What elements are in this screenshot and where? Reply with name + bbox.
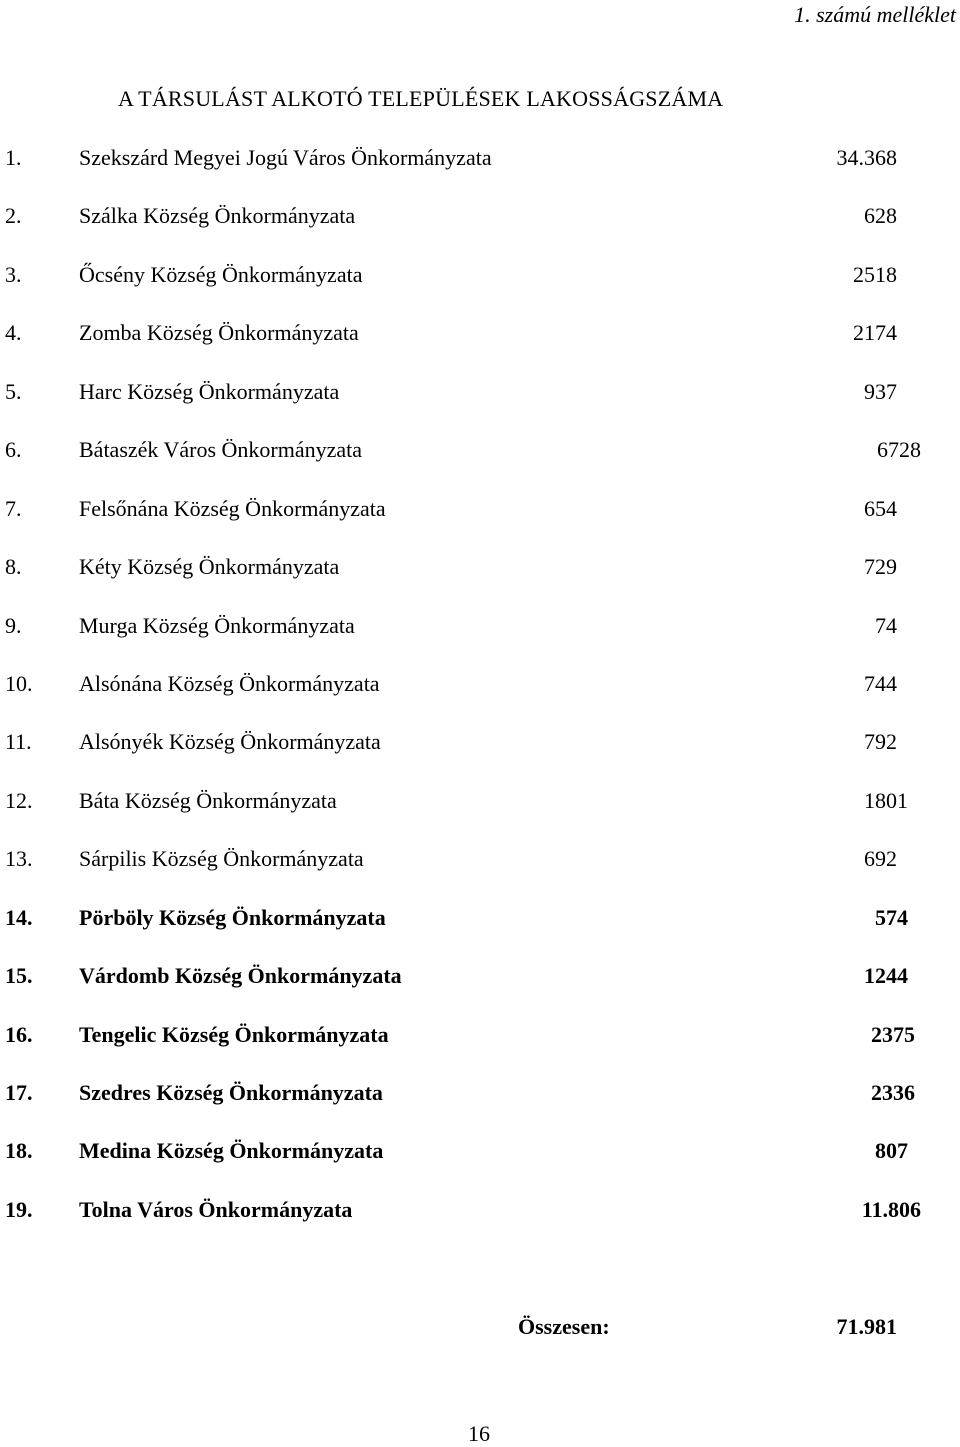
municipality-name: Várdomb Község Önkormányzata <box>79 963 402 989</box>
municipality-name: Szekszárd Megyei Jogú Város Önkormányzata <box>79 145 492 170</box>
population-value: 1244 <box>864 963 908 989</box>
population-value: 74 <box>875 612 897 638</box>
population-value: 2375 <box>871 1021 915 1047</box>
population-value: 937 <box>864 378 897 404</box>
row-number: 5. <box>5 378 22 404</box>
annex-label: 1. számú melléklet <box>794 2 956 27</box>
list-item <box>0 613 960 671</box>
population-value: 729 <box>864 554 897 580</box>
population-value: 628 <box>864 203 897 229</box>
list-item <box>0 554 960 612</box>
list-item <box>0 262 960 320</box>
list-item <box>0 1138 960 1196</box>
population-value: 1801 <box>864 787 908 813</box>
municipality-name: Pörböly Község Önkormányzata <box>79 904 386 930</box>
municipality-name: Őcsény Község Önkormányzata <box>79 261 363 287</box>
municipality-name: Murga Község Önkormányzata <box>79 612 355 638</box>
municipality-name: Szálka Község Önkormányzata <box>79 203 356 229</box>
row-number: 17. <box>5 1080 33 1105</box>
list-item <box>0 963 960 1021</box>
population-value: 654 <box>864 495 897 521</box>
list-item <box>0 145 960 203</box>
population-value: 2174 <box>853 320 897 346</box>
list-item <box>0 437 960 495</box>
municipality-name: Sárpilis Község Önkormányzata <box>79 846 364 872</box>
row-number: 14. <box>5 904 33 930</box>
list-item <box>0 788 960 846</box>
total-value: 71.981 <box>836 1314 897 1339</box>
municipality-name: Medina Község Önkormányzata <box>79 1138 384 1164</box>
row-number: 7. <box>5 495 22 521</box>
list-item <box>0 203 960 261</box>
row-number: 2. <box>5 203 22 229</box>
municipality-name: Báta Község Önkormányzata <box>79 787 337 813</box>
municipality-name: Tolna Város Önkormányzata <box>79 1196 353 1222</box>
municipality-name: Szedres Község Önkormányzata <box>79 1080 383 1105</box>
row-number: 10. <box>5 670 33 696</box>
population-value: 11.806 <box>861 1196 921 1222</box>
population-list <box>0 145 960 1255</box>
list-item <box>0 846 960 904</box>
row-number: 16. <box>5 1021 33 1047</box>
population-value: 6728 <box>877 437 921 463</box>
municipality-name: Bátaszék Város Önkormányzata <box>79 437 363 463</box>
population-value: 574 <box>875 904 908 930</box>
row-number: 6. <box>5 437 22 463</box>
page-number: 16 <box>468 1421 490 1446</box>
row-number: 9. <box>5 612 22 638</box>
row-number: 4. <box>5 320 22 346</box>
population-value: 2336 <box>871 1080 915 1105</box>
municipality-name: Kéty Község Önkormányzata <box>79 554 340 580</box>
population-value: 692 <box>864 846 897 872</box>
municipality-name: Harc Község Önkormányzata <box>79 378 340 404</box>
document-title: A TÁRSULÁST ALKOTÓ TELEPÜLÉSEK LAKOSSÁGSZÁMA <box>118 86 724 111</box>
total-label: Összesen: <box>518 1314 610 1339</box>
municipality-name: Felsőnána Község Önkormányzata <box>79 495 386 521</box>
row-number: 3. <box>5 261 22 287</box>
list-item <box>0 729 960 787</box>
municipality-name: Tengelic Község Önkormányzata <box>79 1021 389 1047</box>
list-item <box>0 320 960 378</box>
list-item <box>0 905 960 963</box>
population-value: 807 <box>875 1138 908 1164</box>
population-value: 792 <box>864 729 897 755</box>
row-number: 13. <box>5 846 33 872</box>
municipality-name: Alsónyék Község Önkormányzata <box>79 729 381 755</box>
list-item <box>0 1022 960 1080</box>
population-value: 744 <box>864 670 897 696</box>
row-number: 12. <box>5 787 33 813</box>
population-value: 34.368 <box>836 145 897 170</box>
list-item <box>0 496 960 554</box>
row-number: 11. <box>5 729 32 755</box>
row-number: 8. <box>5 554 22 580</box>
row-number: 18. <box>5 1138 33 1164</box>
list-item <box>0 379 960 437</box>
list-item <box>0 1197 960 1255</box>
population-value: 2518 <box>853 261 897 287</box>
row-number: 15. <box>5 963 33 989</box>
row-number: 19. <box>5 1196 33 1222</box>
list-item <box>0 671 960 729</box>
row-number: 1. <box>5 145 22 170</box>
municipality-name: Zomba Község Önkormányzata <box>79 320 359 346</box>
list-item <box>0 1080 960 1138</box>
municipality-name: Alsónána Község Önkormányzata <box>79 670 380 696</box>
